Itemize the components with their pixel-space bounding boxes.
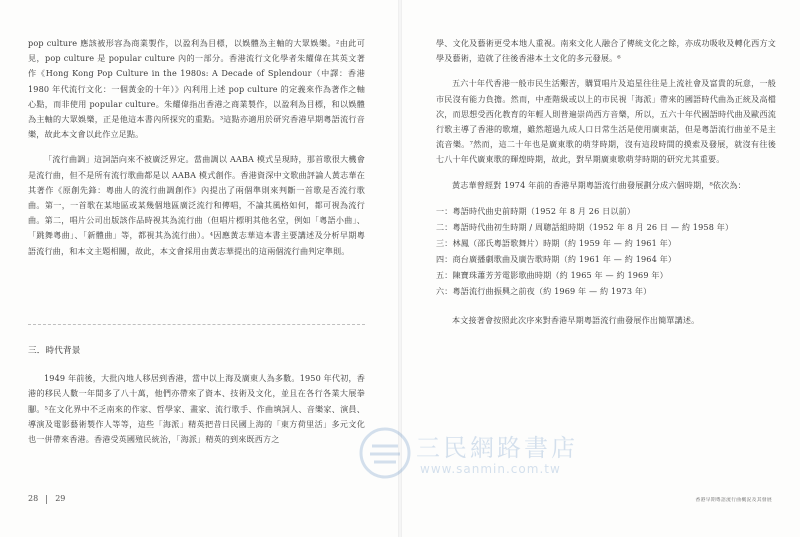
folio-right: 29 [55,494,66,503]
section-heading-text: 三．時代背景 [28,346,81,356]
list-item: 四：商台廣播劇歌曲及廣告歌時期（約 1961 年 — 約 1964 年） [436,253,677,264]
right-paragraph-1: 學、文化及藝術更受本地人重視。南來文化人融合了傳統文化之餘，亦成功吸收及轉化西方文學及藝術，造就了往後香港本土文化的多元發展。⁶ [436,38,776,64]
period-list [436,203,776,299]
list-item: 五：陳寶珠蕭芳芳電影歌曲時期（約 1965 年 — 約 1969 年） [436,269,668,280]
folio-left: 28 [28,494,39,503]
right-closing-paragraph: 本文接著會按照此次序來對香港早期粵語流行曲發展作出簡單講述。 [452,314,700,325]
list-item: 三：林鳳（邵氏粵語歌舞片）時期（約 1959 年 — 約 1961 年） [436,237,677,248]
right-body [436,36,776,338]
list-item: 一：粵語時代曲史前時期（1952 年 8 月 26 日以前） [436,205,636,216]
bookstore-logo-icon [358,426,412,480]
watermark [358,426,618,486]
section-divider [28,324,365,325]
section-heading [28,344,365,359]
watermark-url: www.sanmin.com.tw [420,462,561,476]
running-head: 香港早期粵語流行曲概況及其發展 [695,498,772,503]
right-paragraph-2: 五六十年代香港一般市民生活艱苦，購買唱片及追星往往是上流社會及富貴的玩意，一般市民沒有能力負擔。然而，中產階級或以上的市民視「海派」帶來的國語時代曲為正統及高檔次，而思想受西化教育的年輕人則普遍崇尚西方音樂，所以，五六十年代國語時代曲及歐西流行歌主導了香港的歌壇，雖然超過九成人口日常生活是使用廣東話，但是粵語流行曲並不是主流音樂。⁷然而，這二十年也是廣東歌的萌芽時期，沒有這段時間的摸索及發展，就沒有往後七八十年代廣東歌的輝煌時期，故此，對早期廣東歌萌芽時期的研究尤其重要。 [436,78,776,165]
watermark-title: 三民網路書店 [416,434,578,462]
left-page [0,0,398,537]
left-section-paragraph: 1949 年前後，大批內地人移居到香港，當中以上海及廣東人為多數。1950 年代初，香港的移民人數一年間多了八十萬，他們亦帶來了資本、技術及文化，並且在各行各業大展拳腳。⁵在文化界中不乏南來的作家、哲學家、畫家、流行歌手、作曲填詞人、音樂家、演員、導演及電影藝術製作人等等，這些「海派」精英把昔日民國上海的「東方荷里活」多元文化也一併帶來香港。香港受英國殖民統治，「海派」精英的到來既西方之 [28,373,365,445]
left-body [28,36,365,269]
page-number-left [28,494,65,504]
list-item: 六：粵語流行曲振興之前夜（約 1969 年 — 約 1973 年） [436,285,652,296]
folio-separator [46,495,47,504]
left-section [28,330,365,457]
left-paragraph-2: 「流行曲調」這詞語向來不被廣泛界定。當曲調以 AABA 模式呈現時，那首歌很大機會是流行曲，但不是所有流行歌曲都是以 AABA 模式創作。香港資深中文歌曲評論人黃志華在其著作《原創先鋒：粵曲人的流行曲調創作》內提出了兩個準則來判斷一首歌是否流行歌曲。第一，一首歌在某地區或某幾個地區廣泛流行和傳唱，不論其風格如何，都可視為流行曲。第二，唱片公司出版該作品時視其為流行曲（但唱片標明其他名堂，例如「粵語小曲」、「跳舞粵曲」、「新體曲」等，都視其為流行曲）。⁴因應黃志華這本書主要講述及分析早期粵語流行曲，和本文主題相關，故此，本文會採用由黃志華提出的這兩個流行曲判定準則。 [28,154,365,256]
right-paragraph-3: 黃志華曾經對 1974 年前的香港早期粵語流行曲發展劃分成六個時期，⁸依次為： [452,179,746,190]
left-paragraph-1: pop culture 應該被形容為商業製作，以盈利為目標，以娛體為主軸的大眾娛樂。²由此可見，pop culture 是 popular culture 內的一部分。香港流行文化學者朱耀偉在其英文著作《Hong Kong Pop Culture in the 1980s: A Decade of Splendour（中譯：香港 1980 年代流行文化：一個黃金的十年）》內利用上述 pop culture 的定義來作為著作之軸心點，而非使用 popular culture。朱耀偉指出香港之商業製作，以盈利為目標，和以娛體為主軸的大眾娛樂，正是他這本書內所探究的重點。³這點亦適用於研究香港早期粵語流行音樂，故此本文會以此作立足點。 [28,38,365,140]
list-item: 二：粵語時代曲初生時期 / 周聰話組時期（1952 年 8 月 26 日 — 約 1958 年） [436,221,734,232]
